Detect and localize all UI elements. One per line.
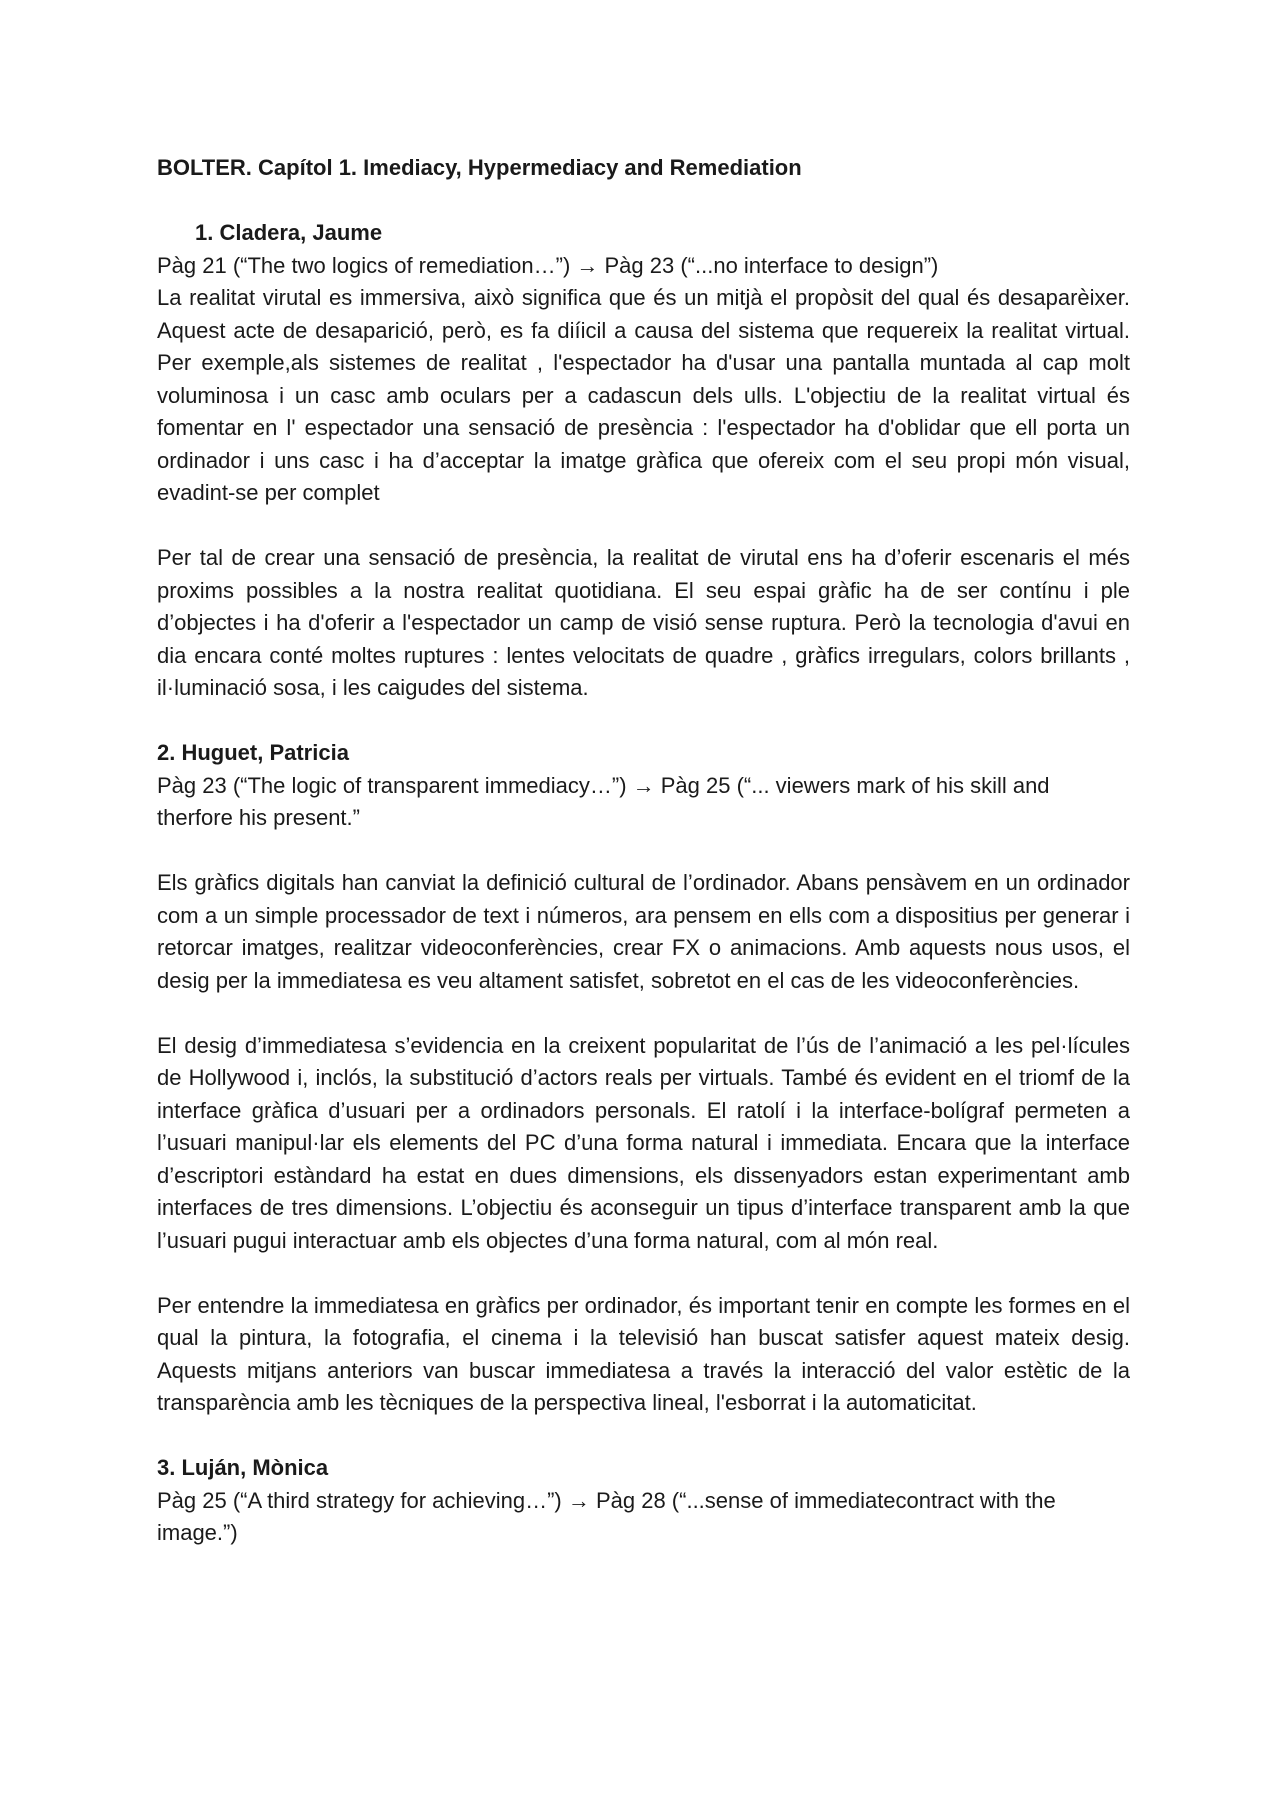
section-huguet <box>157 737 1130 1420</box>
section-heading: 1. Cladera, Jaume <box>195 220 383 245</box>
section-cladera <box>157 217 1130 705</box>
document-page <box>157 152 1130 1582</box>
page-range: Pàg 23 (“The logic of transparent immediacy…”) → Pàg 25 (“... viewers mark of his skill and therfore his present.” <box>157 772 1050 830</box>
section-lujan <box>157 1452 1130 1550</box>
section-heading: 2. Huguet, Patricia <box>157 740 349 765</box>
page-range: Pàg 21 (“The two logics of remediation…”) → Pàg 23 (“...no interface to design”) <box>157 252 939 278</box>
paragraph: La realitat virutal es immersiva, això significa que és un mitjà el propòsit del qual és desaparèixer. Aquest acte de desaparició, però, es fa diíicil a causa del sistema que requereix la realitat virtual. Per exemple,als sistemes de realitat , l'espectador ha d'usar una pantalla muntada al cap molt voluminosa i un casc amb oculars per a cadascun dels ulls. L'objectiu de la realitat virtual és fomentar en l' espectador una sensació de presència : l'espectador ha d'oblidar que ell porta un ordinador i uns casc i ha d’acceptar la imatge gràfica que ofereix com el seu propi món visual, evadint-se per complet <box>157 285 1130 505</box>
paragraph: Per entendre la immediatesa en gràfics per ordinador, és important tenir en compte les formes en el qual la pintura, la fotografia, el cinema i la televisió han buscat satisfer aquest mateix desig. Aquests mitjans anteriors van buscar immediatesa a través la interacció del valor estètic de la transparència amb les tècniques de la perspectiva lineal, l'esborrat i la automaticitat. <box>157 1292 1130 1415</box>
paragraph: El desig d’immediatesa s’evidencia en la creixent popularitat de l’ús de l’animació a les pel·lícules de Hollywood i, inclós, la substitució d’actors reals per virtuals. També és evident en el triomf de la interface gràfica d’usuari per a ordinadors personals. El ratolí i la interface-bolígraf permeten a l’usuari manipul·lar els elements del PC d’una forma natural i immediata. Encara que la interface d’escriptori estàndard ha estat en dues dimensions, els dissenyadors estan experimentant amb interfaces de tres dimensions. L’objectiu és aconseguir un tipus d’interface transparent amb la que l’usuari pugui interactuar amb els objectes d’una forma natural, com al món real. <box>157 1032 1130 1253</box>
section-heading: 3. Luján, Mònica <box>157 1455 329 1480</box>
paragraph: Per tal de crear una sensació de presència, la realitat de virutal ens ha d’oferir escenaris el més proxims possibles a la nostra realitat quotidiana. El seu espai gràfic ha de ser contínu i ple d’objectes i ha d'oferir a l'espectador un camp de visió sense ruptura. Però la tecnologia d'avui en dia encara conté moltes ruptures : lentes velocitats de quadre , gràfics irregulars, colors brillants , il·luminació sosa, i les caigudes del sistema. <box>157 545 1130 700</box>
paragraph: Els gràfics digitals han canviat la definició cultural de l’ordinador. Abans pensàvem en un ordinador com a un simple processador de text i números, ara pensem en ells com a dispositius per generar i retorcar imatges, realitzar videoconferències, crear FX o animacions. Amb aquests nous usos, el desig per la immediatesa es veu altament satisfet, sobretot en el cas de les videoconferències. <box>157 870 1130 993</box>
page-range: Pàg 25 (“A third strategy for achieving…”) → Pàg 28 (“...sense of immediatecontract with the image.”) <box>157 1487 1056 1545</box>
document-title: BOLTER. Capítol 1. Imediacy, Hypermediacy and Remediation <box>157 155 802 180</box>
